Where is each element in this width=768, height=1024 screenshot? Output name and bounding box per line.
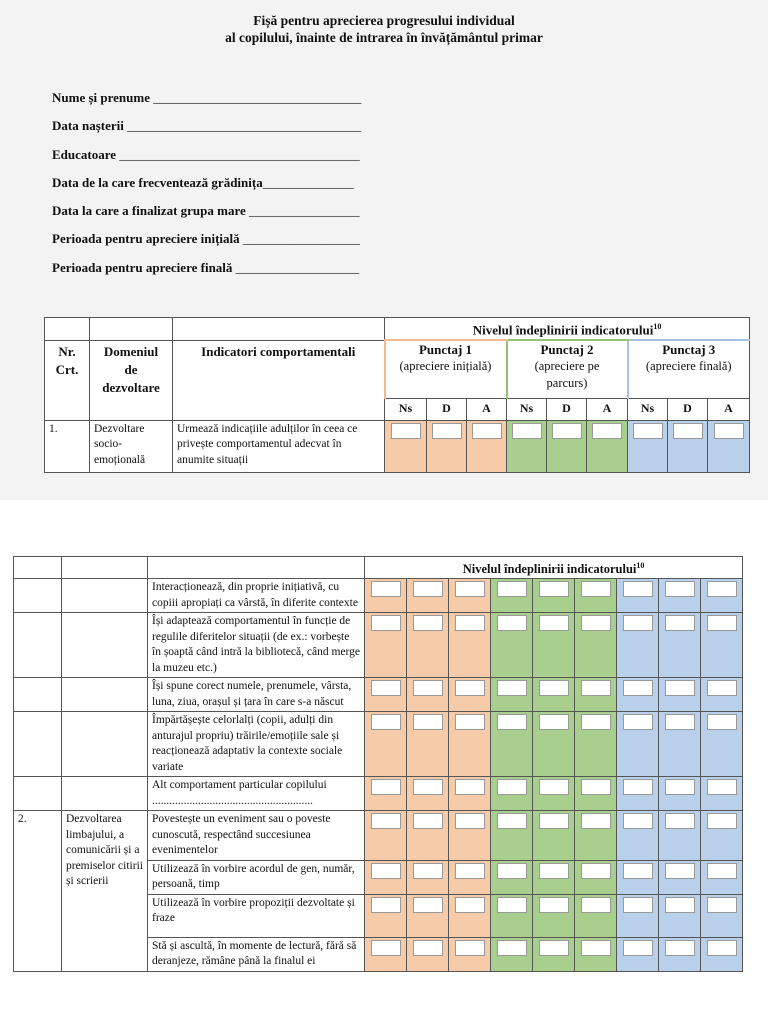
score-cell[interactable] (449, 579, 491, 613)
table-row (14, 678, 743, 712)
score-cell[interactable] (533, 613, 575, 678)
row-indicator: Povestește un eveniment sau o poveste cunoscută, respectând succesiunea evenimentelor (148, 811, 365, 861)
score-cell[interactable] (407, 777, 449, 811)
score-cell[interactable] (701, 894, 743, 937)
score-cell[interactable] (407, 613, 449, 678)
score-cell[interactable] (575, 579, 617, 613)
field-group-end[interactable]: Data la care a finalizat grupa mare _________________ (52, 203, 360, 219)
score-cell[interactable] (365, 777, 407, 811)
form-title (0, 12, 768, 46)
level-ns-1: Ns (385, 398, 427, 420)
level-d-1: D (427, 398, 467, 420)
score-cell[interactable] (701, 860, 743, 894)
score-cell[interactable] (491, 811, 533, 861)
score-cell[interactable] (547, 420, 587, 472)
score-cell[interactable] (407, 579, 449, 613)
score-cell[interactable] (659, 937, 701, 971)
score-cell[interactable] (533, 894, 575, 937)
score-cell[interactable] (701, 712, 743, 777)
score-cell[interactable] (617, 712, 659, 777)
table-row (14, 613, 743, 678)
level-header: Nivelul îndeplinirii indicatorului$^{10}$ (385, 318, 750, 341)
score-cell[interactable] (449, 678, 491, 712)
assessment-table-page-1 (44, 317, 750, 473)
row-nr: 2. (14, 811, 62, 972)
score-cell[interactable] (575, 712, 617, 777)
score-cell[interactable] (449, 860, 491, 894)
score-cell[interactable] (365, 613, 407, 678)
field-final-period[interactable]: Perioada pentru apreciere finală ___________________ (52, 259, 360, 275)
score-cell[interactable] (659, 860, 701, 894)
form-page-1 (0, 0, 768, 500)
score-cell[interactable] (617, 579, 659, 613)
score-cell[interactable] (507, 420, 547, 472)
row-indicator: Alt comportament particular copilului ........................................................ (148, 777, 365, 811)
row-indicator: Își adaptează comportamentul în funcție de regulile diferitelor situații (de ex.: vorbește în șoaptă când intră la bibliotecă, când merge la muzeu etc.) (148, 613, 365, 678)
level-d-3: D (668, 398, 708, 420)
score-cell[interactable] (407, 811, 449, 861)
score-cell[interactable] (533, 811, 575, 861)
title-line-1: Fișă pentru aprecierea progresului individual (253, 13, 515, 28)
score-cell[interactable] (491, 860, 533, 894)
score-cell[interactable] (533, 579, 575, 613)
level-header-2: Nivelul îndeplinirii indicatorului$^{10}$ (365, 557, 743, 579)
score-cell[interactable] (617, 894, 659, 937)
row-indicator: Stă și ascultă, în momente de lectură, fără să deranjeze, rămâne până la finalul ei (148, 937, 365, 971)
field-educator[interactable]: Educatoare _____________________________________ (52, 146, 360, 162)
score-cell[interactable] (628, 420, 668, 472)
row-nr: 1. (45, 420, 90, 472)
score-cell[interactable] (617, 811, 659, 861)
score-cell[interactable] (617, 613, 659, 678)
score-cell[interactable] (449, 937, 491, 971)
score-cell[interactable] (365, 811, 407, 861)
table-row (45, 420, 750, 472)
score-cell[interactable] (407, 894, 449, 937)
row-indicator: Interacționează, din proprie inițiativă, cu copiii apropiați ca vârstă, în diferite contexte (148, 579, 365, 613)
score-cell[interactable] (659, 777, 701, 811)
score-cell[interactable] (617, 777, 659, 811)
score-cell[interactable] (617, 678, 659, 712)
score-cell[interactable] (533, 777, 575, 811)
score-cell[interactable] (427, 420, 467, 472)
score-cell[interactable] (385, 420, 427, 472)
score-cell[interactable] (365, 894, 407, 937)
level-ns-2: Ns (507, 398, 547, 420)
table-row (14, 777, 743, 811)
score-cell[interactable] (491, 579, 533, 613)
score-cell[interactable] (701, 811, 743, 861)
score-cell[interactable] (701, 678, 743, 712)
punctaj-3-header: Punctaj 3 (apreciere finală) (628, 340, 750, 398)
score-cell[interactable] (701, 613, 743, 678)
score-cell[interactable] (575, 777, 617, 811)
score-cell[interactable] (575, 894, 617, 937)
score-cell[interactable] (533, 678, 575, 712)
field-birth-date[interactable]: Data nașterii ____________________________________ (52, 118, 362, 134)
score-cell[interactable] (407, 860, 449, 894)
score-cell[interactable] (701, 777, 743, 811)
score-cell[interactable] (659, 613, 701, 678)
score-cell[interactable] (407, 937, 449, 971)
title-line-2: al copilului, înainte de intrarea în învățământul primar (225, 30, 543, 45)
score-cell[interactable] (533, 712, 575, 777)
score-cell[interactable] (449, 777, 491, 811)
level-a-1: A (467, 398, 507, 420)
row-indicator: Împărtășește celorlalți (copii, adulți din anturajul propriu) trăirile/emoțiile sale și reacționează adaptativ la contexte sociale variate (148, 712, 365, 777)
score-cell[interactable] (491, 712, 533, 777)
score-cell[interactable] (491, 777, 533, 811)
level-d-2: D (547, 398, 587, 420)
score-cell[interactable] (659, 894, 701, 937)
level-a-3: A (708, 398, 750, 420)
score-cell[interactable] (407, 678, 449, 712)
score-cell[interactable] (533, 937, 575, 971)
score-cell[interactable] (659, 678, 701, 712)
row-indicator: Urmează indicațiile adulților în ceea ce privește comportamentul adecvat în anumite situații (173, 420, 385, 472)
score-cell[interactable] (365, 678, 407, 712)
score-cell[interactable] (365, 712, 407, 777)
score-cell[interactable] (449, 894, 491, 937)
col-indicators: Indicatori comportamentali (173, 340, 385, 420)
score-cell[interactable] (575, 937, 617, 971)
score-cell[interactable] (668, 420, 708, 472)
score-cell[interactable] (659, 579, 701, 613)
score-cell[interactable] (491, 678, 533, 712)
table-row (14, 712, 743, 777)
punctaj-1-header: Punctaj 1 (apreciere inițială) (385, 340, 507, 398)
score-cell[interactable] (533, 860, 575, 894)
score-cell[interactable] (617, 937, 659, 971)
score-cell[interactable] (701, 579, 743, 613)
score-cell[interactable] (491, 613, 533, 678)
score-cell[interactable] (659, 811, 701, 861)
score-cell[interactable] (701, 937, 743, 971)
field-name[interactable]: Nume și prenume ________________________________ (52, 90, 362, 105)
score-cell[interactable] (365, 860, 407, 894)
row-indicator: Își spune corect numele, prenumele, vârsta, luna, ziua, orașul și țara în care s-a născut (148, 678, 365, 712)
assessment-table-page-2 (13, 556, 743, 972)
level-a-2: A (587, 398, 628, 420)
row-indicator: Utilizează în vorbire acordul de gen, număr, persoană, timp (148, 860, 365, 894)
score-cell[interactable] (575, 678, 617, 712)
score-cell[interactable] (587, 420, 628, 472)
row-domain: Dezvoltare socio-emoțională (90, 420, 173, 472)
table-row (14, 811, 743, 861)
table-row (14, 579, 743, 613)
col-domain: Domeniul de dezvoltare (90, 340, 173, 420)
col-nr: Nr. Crt. (45, 340, 90, 420)
score-cell[interactable] (575, 860, 617, 894)
row-indicator: Utilizează în vorbire propoziții dezvoltate și fraze (148, 894, 365, 937)
score-cell[interactable] (365, 579, 407, 613)
score-cell[interactable] (407, 712, 449, 777)
level-ns-3: Ns (628, 398, 668, 420)
score-cell[interactable] (467, 420, 507, 472)
score-cell[interactable] (449, 712, 491, 777)
score-cell[interactable] (491, 937, 533, 971)
row-domain: Dezvoltarea limbajului, a comunicării și a premiselor citirii și scrierii (62, 811, 148, 972)
field-initial-period[interactable]: Perioada pentru apreciere inițială __________________ (52, 231, 360, 247)
score-cell[interactable] (365, 937, 407, 971)
score-cell[interactable] (708, 420, 750, 472)
score-cell[interactable] (659, 712, 701, 777)
score-cell[interactable] (449, 613, 491, 678)
score-cell[interactable] (575, 613, 617, 678)
punctaj-2-header: Punctaj 2 (apreciere pe parcurs) (507, 340, 628, 398)
score-cell[interactable] (449, 811, 491, 861)
score-cell[interactable] (575, 811, 617, 861)
field-kindergarten-start[interactable]: Data de la care frecventează grădinița______________ (52, 174, 354, 190)
score-cell[interactable] (491, 894, 533, 937)
header-empty (45, 318, 90, 341)
child-info-fields (52, 88, 652, 286)
score-cell[interactable] (617, 860, 659, 894)
